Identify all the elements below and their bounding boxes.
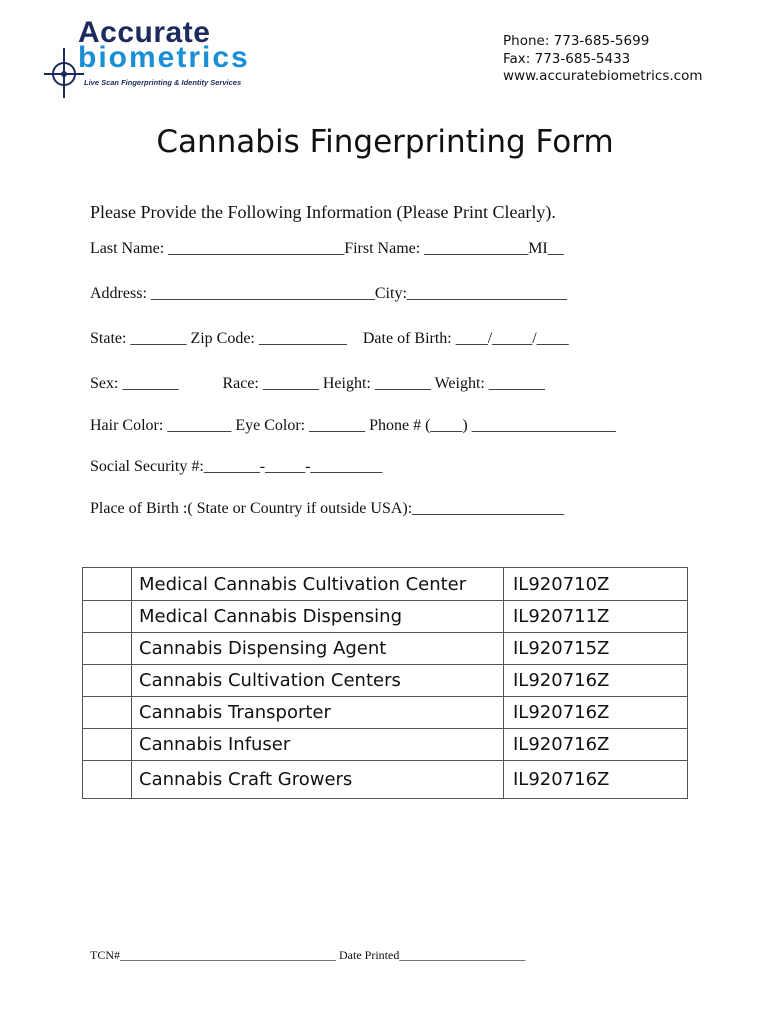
table-row xyxy=(83,761,688,799)
checkbox-cell[interactable] xyxy=(83,665,132,697)
license-description: Cannabis Infuser xyxy=(132,729,504,761)
checkbox-cell[interactable] xyxy=(83,633,132,665)
instructions-text: Please Provide the Following Information (Please Print Clearly). xyxy=(90,202,556,222)
form-line-name[interactable]: Last Name: ______________________First Name: _____________MI__ xyxy=(90,240,564,257)
license-description: Cannabis Transporter xyxy=(132,697,504,729)
logo-wordmark-bottom: biometrics xyxy=(78,41,250,74)
footer-tcn-date[interactable]: TCN#____________________________________ Date Printed_____________________ xyxy=(90,948,526,962)
page-title: Cannabis Fingerprinting Form xyxy=(156,124,614,160)
form-line-hair-eye-phone[interactable]: Hair Color: ________ Eye Color: _______ Phone # (____) __________________ xyxy=(90,417,616,434)
checkbox-cell[interactable] xyxy=(83,761,132,799)
table-row xyxy=(83,697,688,729)
contact-phone: Phone: 773-685-5699 xyxy=(503,33,650,49)
form-line-state-zip-dob[interactable]: State: _______ Zip Code: ___________ Date of Birth: ____/_____/____ xyxy=(90,330,569,347)
table-row xyxy=(83,729,688,761)
contact-block xyxy=(503,33,702,86)
contact-website: www.accuratebiometrics.com xyxy=(503,68,703,84)
license-code: IL920715Z xyxy=(504,633,688,665)
table-row xyxy=(83,568,688,601)
license-code: IL920716Z xyxy=(504,697,688,729)
contact-fax: Fax: 773-685-5433 xyxy=(503,50,631,67)
checkbox-cell[interactable] xyxy=(83,697,132,729)
checkbox-cell[interactable] xyxy=(83,601,132,633)
checkbox-cell[interactable] xyxy=(83,568,132,601)
license-code: IL920710Z xyxy=(504,568,688,601)
license-description: Medical Cannabis Cultivation Center xyxy=(132,568,504,601)
license-type-table xyxy=(82,567,688,799)
logo-wordmark-top: Accurate xyxy=(78,16,211,49)
form-line-sex-race-height-weight[interactable]: Sex: _______ Race: _______ Height: _______ Weight: _______ xyxy=(90,375,545,392)
license-description: Cannabis Craft Growers xyxy=(132,761,504,799)
license-description: Cannabis Cultivation Centers xyxy=(132,665,504,697)
license-description: Cannabis Dispensing Agent xyxy=(132,633,504,665)
checkbox-cell[interactable] xyxy=(83,729,132,761)
license-code: IL920716Z xyxy=(504,729,688,761)
table-row xyxy=(83,665,688,697)
table-row xyxy=(83,601,688,633)
license-description: Medical Cannabis Dispensing xyxy=(132,601,504,633)
license-code: IL920716Z xyxy=(504,665,688,697)
form-line-address[interactable]: Address: ____________________________City:____________________ xyxy=(90,285,567,302)
license-code: IL920711Z xyxy=(504,601,688,633)
license-code: IL920716Z xyxy=(504,761,688,799)
form-line-place-of-birth[interactable]: Place of Birth :( State or Country if outside USA):___________________ xyxy=(90,500,565,517)
company-logo xyxy=(44,18,274,102)
form-line-ssn[interactable]: Social Security #:_______-_____-_________ xyxy=(90,458,383,475)
logo-tagline: Live Scan Fingerprinting & Identity Services xyxy=(84,78,242,87)
table-row xyxy=(83,633,688,665)
